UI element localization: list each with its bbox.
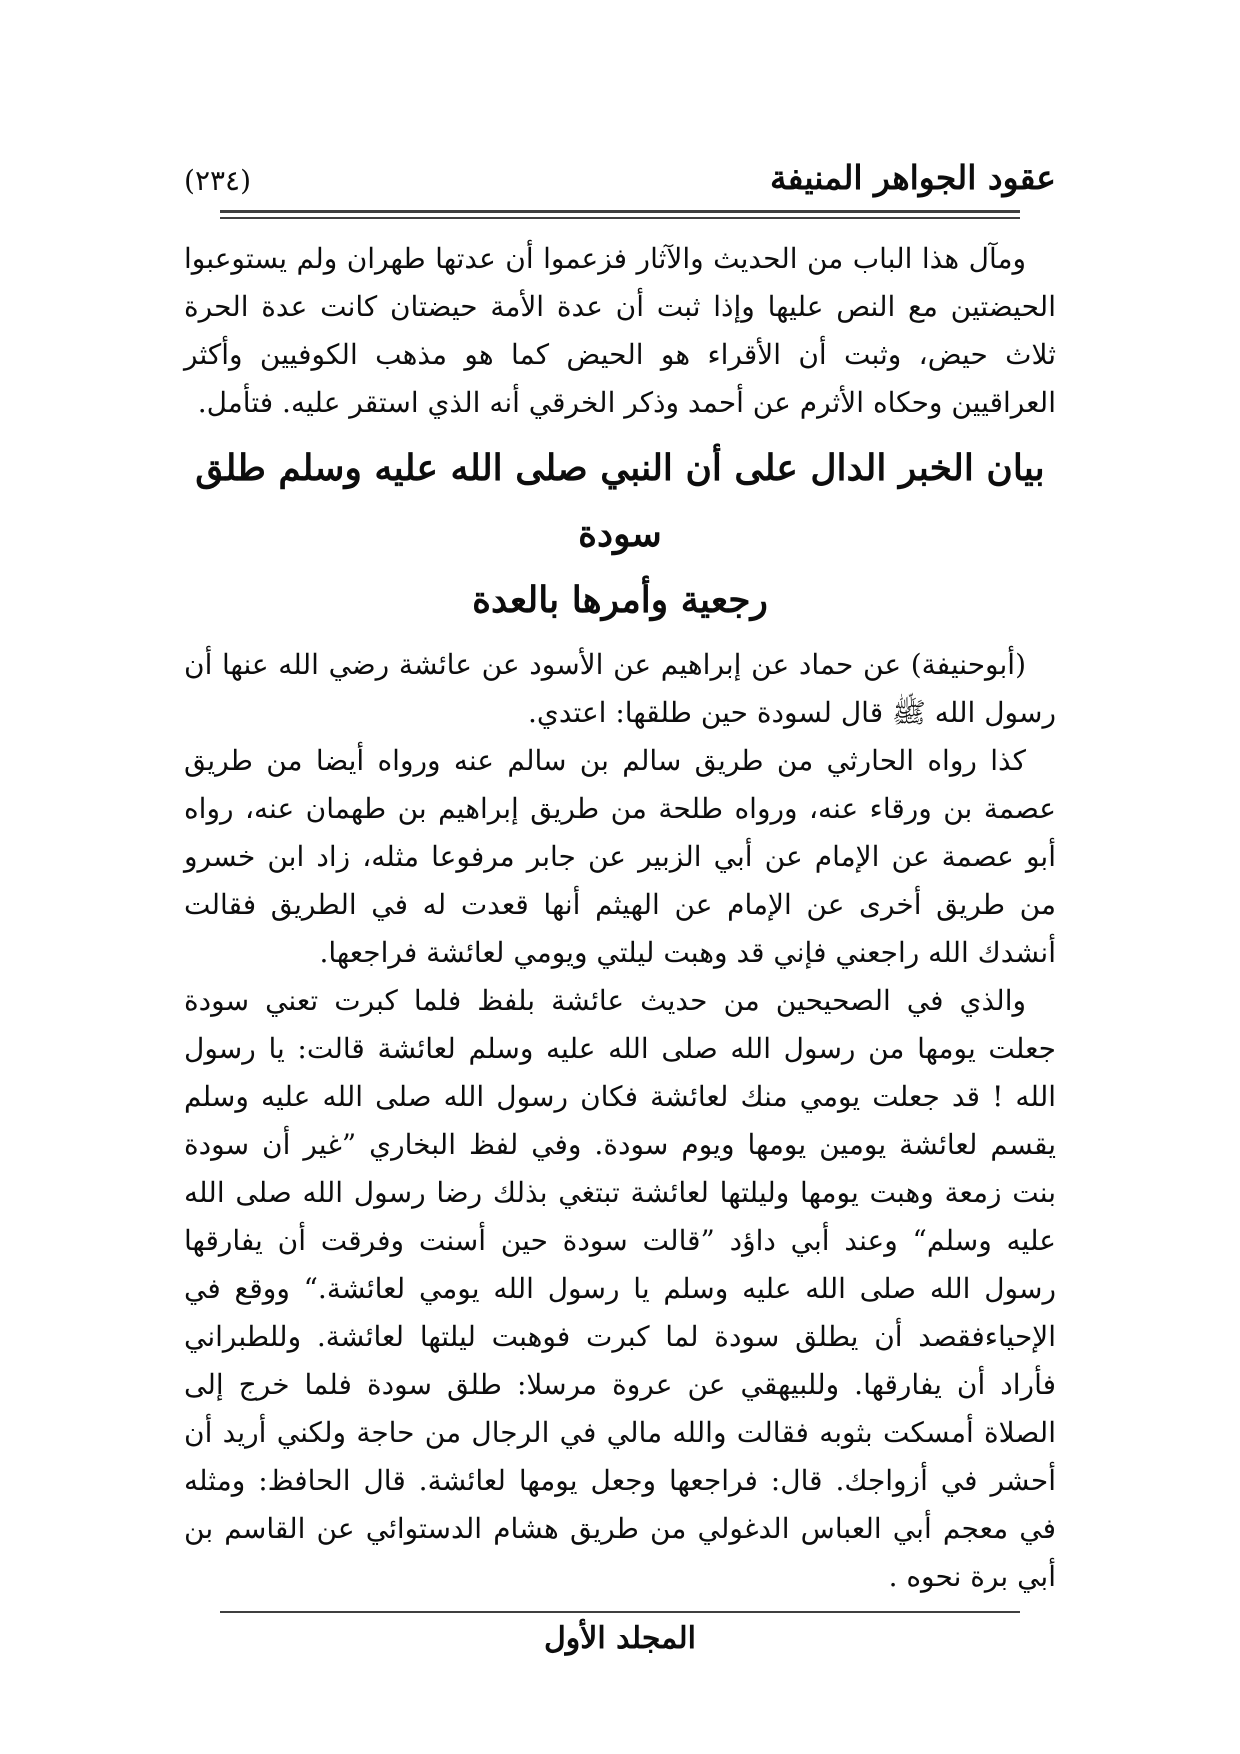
page-number: (٢٣٤)	[184, 164, 251, 197]
section-heading-line-2: رجعية وأمرها بالعدة	[472, 578, 768, 621]
page-body	[184, 235, 1056, 1601]
page-footer	[0, 1619, 1240, 1658]
section-heading	[184, 435, 1056, 633]
book-title: عقود الجواهر المنيفة	[769, 158, 1056, 197]
paragraph-commentary: والذي في الصحيحين من حديث عائشة بلفظ فلما كبرت تعني سودة جعلت يومها من رسول الله صلى الله عليه وسلم لعائشة قالت: يا رسول الله ! قد جعلت يومي منك لعائشة فكان رسول الله صلى الله عليه وسلم يقسم لعائشة يومين يومها ويوم سودة. وفي لفظ البخاري ”غير أن سودة بنت زمعة وهبت يومها وليلتها لعائشة تبتغي بذلك رضا رسول الله صلى الله عليه وسلم“ وعند أبي داؤد ”قالت سودة حين أسنت وفرقت أن يفارقها رسول الله صلى الله عليه وسلم يا رسول الله يومي لعائشة.“ ووقع في الإحياءفقصد أن يطلق سودة لما كبرت فوهبت ليلتها لعائشة. وللطبراني فأراد أن يفارقها. وللبيهقي عن عروة مرسلا: طلق سودة فلما خرج إلى الصلاة أمسكت بثوبه فقالت والله مالي في الرجال من حاجة ولكني أريد أن أحشر في أزواجك. قال: فراجعها وجعل يومها لعائشة. قال الحافظ: ومثله في معجم أبي العباس الدغولي من طريق هشام الدستوائي عن القاسم بن أبي برة نحوه .	[184, 983, 1057, 1593]
paragraph-chains: كذا رواه الحارثي من طريق سالم بن سالم عنه ورواه أيضا من طريق عصمة بن ورقاء عنه، ورواه طلحة من طريق إبراهيم بن طهمان عنه، رواه أبو عصمة عن الإمام عن أبي الزبير عن جابر مرفوعا مثله، زاد ابن خسرو من طريق أخرى عن الإمام عن الهيثم أنها قعدت له في الطريق فقالت أنشدك الله راجعني فإني قد وهبت ليلتي ويومي لعائشة فراجعها.	[184, 743, 1056, 969]
header-divider	[220, 210, 1020, 219]
paragraph-hadith: (أبوحنيفة) عن حماد عن إبراهيم عن الأسود عن عائشة رضي الله عنها أن رسول الله ﷺ قال لسودة حين طلقها: اعتدي.	[184, 647, 1056, 729]
footer-divider	[220, 1611, 1020, 1613]
paragraph-intro: ومآل هذا الباب من الحديث والآثار فزعموا أن عدتها طهران ولم يستوعبوا الحيضتين مع النص عليها وإذا ثبت أن عدة الأمة حيضتان كانت عدة الحرة ثلاث حيض، وثبت أن الأقراء هو الحيض كما هو مذهب الكوفيين وأكثر العراقيين وحكاه الأثرم عن أحمد وذكر الخرقي أنه الذي استقر عليه. فتأمل.	[184, 241, 1056, 419]
page-header	[184, 0, 1056, 198]
section-heading-line-1: بيان الخبر الدال على أن النبي صلى الله عليه وسلم طلق سودة	[195, 446, 1045, 555]
volume-label: المجلد الأول	[543, 1620, 697, 1656]
